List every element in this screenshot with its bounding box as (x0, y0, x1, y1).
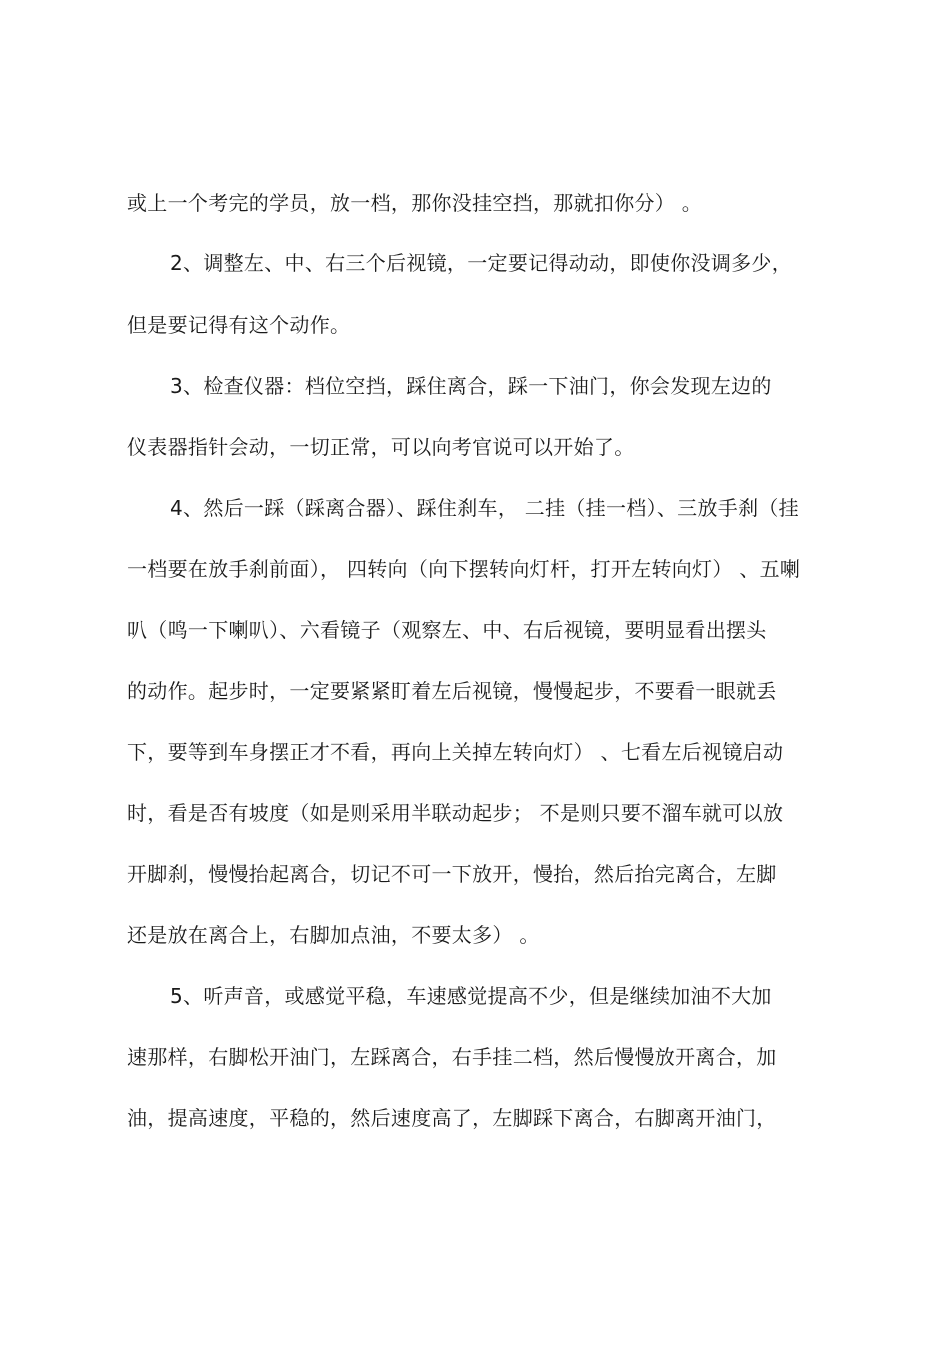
text-line-3: 但是要记得有这个动作。 (127, 313, 351, 337)
text-line-15: 速那样，右脚松开油门，左踩离合，右手挂二档，然后慢慢放开离合，加 (127, 1045, 777, 1069)
text-line-5: 仪表器指针会动，一切正常，可以向考官说可以开始了。 (127, 435, 635, 459)
text-line-12: 开脚刹，慢慢抬起离合，切记不可一下放开，慢抬，然后抬完离合，左脚 (127, 862, 777, 886)
text-line-7: 一档要在放手刹前面）， 四转向（向下摆转向灯杆，打开左转向灯） 、五喇 (127, 557, 801, 581)
text-line-1: 或上一个考完的学员，放一档，那你没挂空挡，那就扣你分） 。 (127, 191, 703, 215)
text-line-16: 油，提高速度，平稳的，然后速度高了，左脚踩下离合，右脚离开油门， (127, 1106, 777, 1130)
text-line-11: 时，看是否有坡度（如是则采用半联动起步； 不是则只要不溜车就可以放 (127, 801, 784, 825)
text-line-4: 3、检查仪器：档位空挡，踩住离合，踩一下油门，你会发现左边的 (170, 374, 772, 398)
text-line-13: 还是放在离合上，右脚加点油，不要太多） 。 (127, 923, 540, 947)
text-line-14: 5、听声音，或感觉平稳，车速感觉提高不少，但是继续加油不大加 (170, 984, 772, 1008)
text-line-2: 2、调整左、中、右三个后视镜，一定要记得动动，即使你没调多少， (170, 251, 793, 275)
text-line-6: 4、然后一踩（踩离合器）、踩住刹车， 二挂（挂一档）、三放手刹（挂 (170, 496, 799, 520)
text-line-8: 叭（鸣一下喇叭）、六看镜子（观察左、中、右后视镜，要明显看出摆头 (127, 618, 767, 642)
text-line-9: 的动作。起步时，一定要紧紧盯着左后视镜，慢慢起步，不要看一眼就丢 (127, 679, 777, 703)
text-line-10: 下，要等到车身摆正才不看，再向上关掉左转向灯） 、七看左后视镜启动 (127, 740, 784, 764)
